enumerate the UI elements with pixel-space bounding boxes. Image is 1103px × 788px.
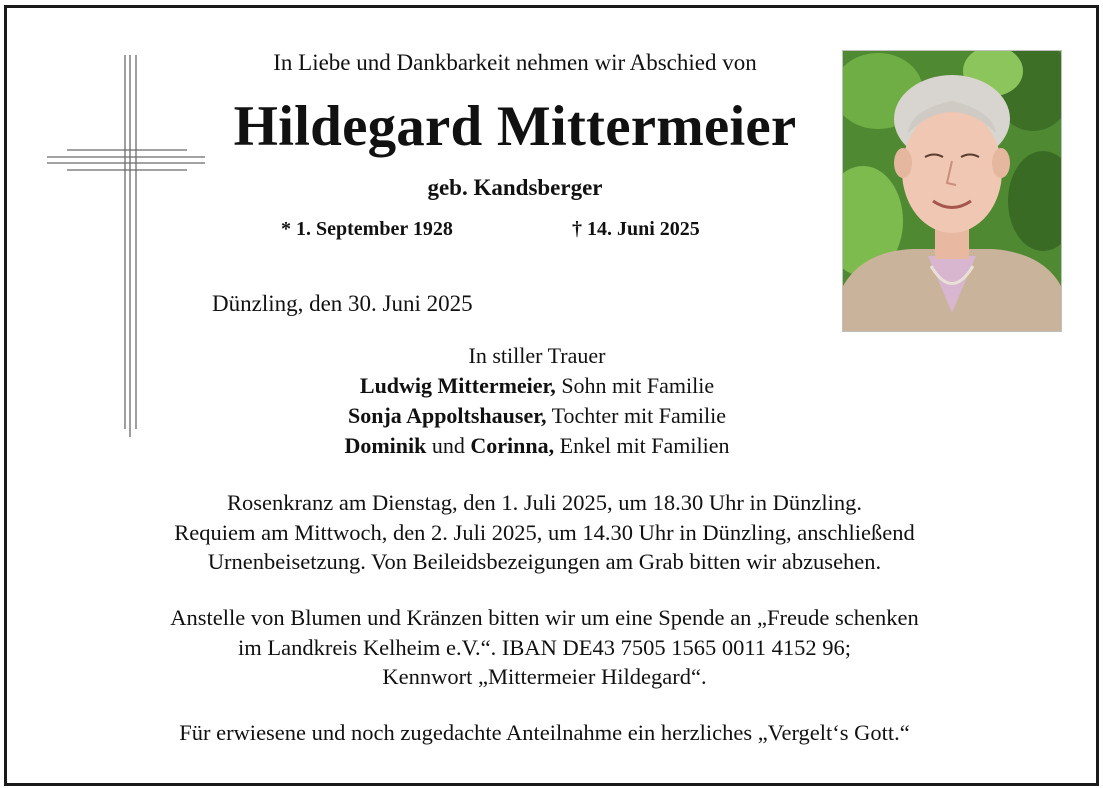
death-date: † 14. Juni 2025 [572, 218, 700, 240]
mourner-row [7, 433, 1067, 459]
donation-info [7, 603, 1082, 692]
deceased-name: Hildegard Mittermeier [233, 95, 797, 158]
portrait-photo [842, 50, 1062, 332]
mourner-name: Sonja Appoltshauser, [347, 403, 547, 428]
mourner-row [7, 373, 1067, 399]
mourner-relation: Tochter mit Familie [546, 403, 726, 428]
service-line: Requiem am Mittwoch, den 2. Juli 2025, um 14.30 Uhr in Dünzling, anschließend [174, 519, 915, 545]
birth-date: * 1. September 1928 [281, 218, 453, 240]
mourner-name: Ludwig Mittermeier, [359, 373, 556, 398]
birth-name: geb. Kandsberger [427, 175, 603, 200]
grandchild-name: Corinna, [470, 433, 555, 458]
grandchild-name: Dominik [344, 433, 427, 458]
service-info [7, 488, 1082, 577]
intro-text: In Liebe und Dankbarkeit nehmen wir Abschied von [273, 50, 757, 75]
service-line: Rosenkranz am Dienstag, den 1. Juli 2025, um 18.30 Uhr in Dünzling. [227, 490, 862, 515]
donation-line: im Landkreis Kelheim e.V.“. IBAN DE43 7505 1565 0011 4152 96; [237, 634, 852, 660]
thanks-text: Für erwiesene und noch zugedachte Anteilnahme ein herzliches „Vergelt‘s Gott.“ [179, 720, 910, 745]
mourner-joiner: und [426, 433, 471, 458]
donation-line: Anstelle von Blumen und Kränzen bitten wir um eine Spende an „Freude schenken [170, 605, 919, 630]
obituary-card [4, 5, 1099, 786]
mourning-intro: In stiller Trauer [468, 343, 606, 368]
donation-line: Kennwort „Mittermeier Hildegard“. [382, 664, 707, 689]
mourner-relation: Enkel mit Familien [554, 433, 730, 458]
mourner-row [7, 403, 1067, 429]
place-date: Dünzling, den 30. Juni 2025 [212, 291, 473, 316]
mourner-relation: Sohn mit Familie [555, 373, 715, 398]
service-line: Urnenbeisetzung. Von Beileidsbezeigungen am Grab bitten wir abzusehen. [207, 549, 882, 574]
portrait-illustration [843, 51, 1061, 331]
